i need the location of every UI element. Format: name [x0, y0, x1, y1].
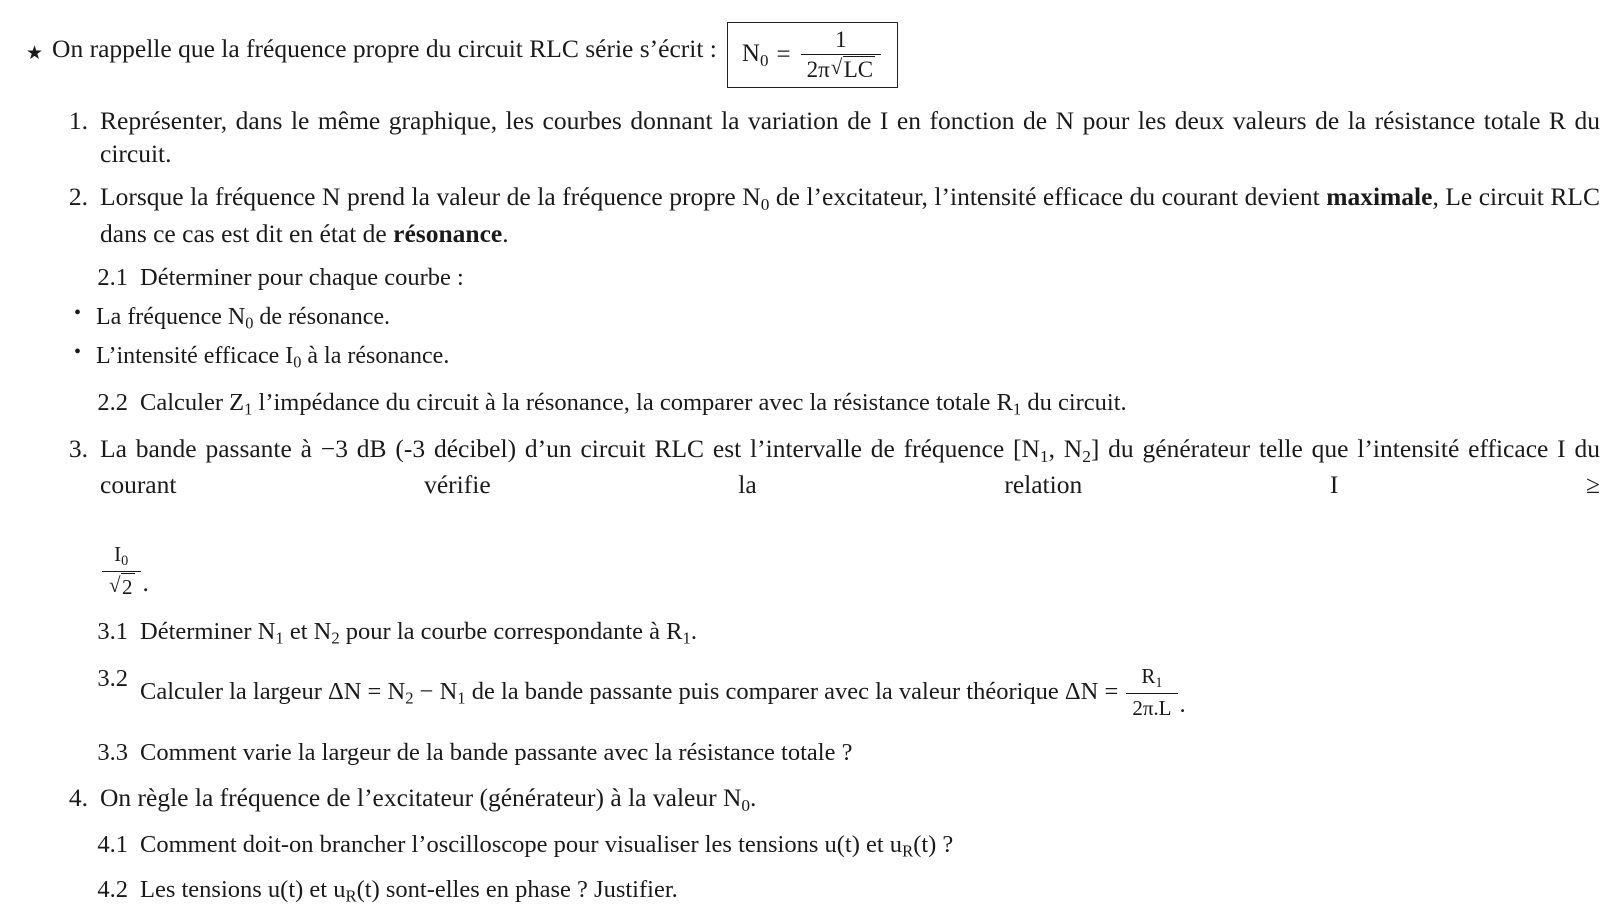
period: . — [1179, 690, 1186, 718]
emphasis-resonance: résonance — [393, 218, 503, 248]
list-item — [0, 781, 1600, 817]
list-item — [0, 104, 1600, 170]
sub-list-item — [0, 829, 1600, 862]
r1-over-2piL-fraction — [1126, 663, 1177, 723]
item-text-part: On règle la fréquence de l’excitateur (générateur) à la valeur N — [100, 782, 742, 812]
sub-list-item — [0, 262, 1600, 294]
subscript: 0 — [245, 313, 254, 333]
period: . — [142, 568, 149, 598]
subitem-text-part: Les tensions u(t) et u — [140, 876, 346, 904]
item-text-line — [100, 432, 1600, 535]
emphasis-maximale: maximale — [1326, 182, 1433, 212]
list-item — [0, 343, 1600, 373]
item-text-part: , N — [1048, 434, 1083, 464]
formula-lhs-sub: 0 — [759, 50, 769, 70]
item-text-part: , Le circuit RLC dans ce cas est dit en état de — [100, 182, 1600, 248]
item-number: 4. — [68, 782, 88, 812]
list-item — [0, 304, 1600, 334]
item-text-part: de l’excitateur, l’intensité efficace du courant devient — [769, 182, 1327, 212]
relation-line — [100, 541, 149, 602]
subitem-text — [140, 616, 1600, 649]
subitem-number: 2.2 — [97, 388, 128, 416]
subitem-text-part: et N — [283, 617, 332, 645]
formula-sqrt — [843, 56, 875, 83]
subitem-text-part: Calculer Z — [140, 388, 245, 416]
item-text — [100, 432, 1600, 602]
subscript: 0 — [121, 552, 129, 569]
fraction-numerator: $I_0$ — [114, 541, 129, 569]
natural-frequency-formula — [727, 22, 898, 88]
subscript: 1 — [1155, 674, 1163, 691]
item-text: Représenter, dans le même graphique, les courbes donnant la variation de I en fonction de N pour les deux valeurs de la résistance totale R du circuit. — [100, 106, 1600, 169]
formula-radicand: LC — [843, 57, 874, 82]
subscript: 1 — [457, 688, 466, 708]
subscript: 1 — [275, 628, 284, 648]
star-bullet-icon: ★ — [26, 43, 44, 64]
sub-list-item — [0, 874, 1600, 907]
item-number: 3. — [68, 434, 88, 464]
i0-over-sqrt2-fraction — [102, 541, 141, 602]
subitem-text — [140, 874, 1600, 907]
item-number: 2. — [68, 182, 88, 212]
subscript: 2 — [405, 688, 414, 708]
formula-lhs: $N_0$ — [741, 39, 769, 70]
bullet-text-part: L’intensité efficace I — [96, 343, 294, 370]
subscript: 1 — [682, 628, 691, 648]
formula-denominator — [801, 54, 882, 83]
subitem-text: Comment varie la largeur de la bande passante avec la résistance totale ? — [140, 738, 853, 766]
intro-text: On rappelle que la fréquence propre du circuit RLC série s’écrit : — [52, 34, 717, 63]
subitem-text-part: pour la courbe correspondante à R — [339, 617, 683, 645]
subitem-number: 3.2 — [97, 664, 128, 692]
subitem-number: 3.3 — [97, 738, 128, 766]
subitem-number: 3.1 — [97, 617, 128, 645]
subscript: 1 — [1012, 399, 1022, 419]
formula-numerator: 1 — [835, 27, 847, 52]
radicand: 2 — [122, 575, 133, 600]
formula-denominator-prefix: 2π — [806, 57, 830, 82]
subscript: 0 — [293, 352, 302, 372]
subitem-text-part: de la bande passante puis comparer avec la valeur théorique ΔN = — [465, 678, 1119, 706]
sub-list-item — [0, 663, 1600, 723]
item-text — [100, 180, 1600, 250]
subitem-text-part: . — [690, 617, 697, 645]
formula-equals: = — [776, 41, 791, 68]
item-text-part: . — [750, 782, 757, 812]
subitem-text-part: Calculer la largeur ΔN = N — [140, 678, 406, 706]
bullet-text-part: La fréquence N — [96, 303, 246, 330]
subitem-number: 2.1 — [97, 263, 128, 291]
subitem-text-part: (t) sont-elles en phase ? Justifier. — [356, 876, 678, 904]
item-text-part: Lorsque la fréquence N prend la valeur de la fréquence propre N — [100, 182, 761, 212]
sub-list-item — [0, 616, 1600, 649]
item-text — [100, 781, 1600, 817]
item-text-part: . — [502, 218, 509, 248]
subitem-text-part: Comment doit-on brancher l’oscilloscope pour visualiser les tensions u(t) et u — [140, 830, 903, 858]
subitem-number: 4.2 — [97, 876, 128, 904]
item-number: 1. — [68, 106, 88, 135]
subitem-text — [140, 829, 1600, 862]
bullet-text-part: de résonance. — [253, 303, 390, 330]
bandwidth-relation — [100, 541, 149, 602]
fraction-numerator: $R_1$ — [1141, 663, 1163, 691]
subscript: 2 — [1082, 446, 1091, 466]
subscript: 0 — [760, 195, 770, 215]
intro-line — [0, 0, 1600, 88]
subscript: 1 — [244, 399, 253, 419]
fraction-denominator: 2π.L — [1126, 693, 1177, 722]
sub-list-item — [0, 737, 1600, 769]
bullet-text-part: à la résonance. — [301, 343, 450, 370]
formula-fraction — [801, 27, 882, 83]
item-text-part: La bande passante à −3 dB (-3 décibel) d’un circuit RLC est l’intervalle de fréquence [N — [100, 434, 1040, 464]
subitem-text-run — [140, 676, 1118, 709]
subitem-text — [140, 663, 1600, 723]
subscript: R — [345, 886, 357, 906]
fraction-denominator — [102, 571, 141, 601]
subitem-text-part: du circuit. — [1021, 388, 1127, 416]
subscript: 2 — [331, 628, 340, 648]
item-text-part: ] du générateur telle que l’intensité efficace I du courant vérifie la relation I ≥ — [100, 434, 1600, 500]
sqrt-icon — [121, 573, 135, 601]
subscript: R — [902, 841, 914, 861]
sub-list-item — [0, 387, 1600, 420]
subitem-text: Déterminer pour chaque courbe : — [140, 263, 464, 291]
subitem-text-part: Déterminer N — [140, 617, 276, 645]
subitem-text — [140, 387, 1600, 420]
subitem-text-part: (t) ? — [913, 830, 954, 858]
subitem-text-part: l’impédance du circuit à la résonance, la comparer avec la résistance totale R — [252, 388, 1013, 416]
bullet-list — [0, 304, 1600, 373]
list-item — [0, 180, 1600, 250]
subitem-text-part: − N — [413, 678, 458, 706]
subscript: 1 — [1039, 446, 1049, 466]
list-item — [0, 432, 1600, 602]
subitem-number: 4.1 — [97, 830, 128, 858]
subscript: 0 — [741, 795, 751, 815]
